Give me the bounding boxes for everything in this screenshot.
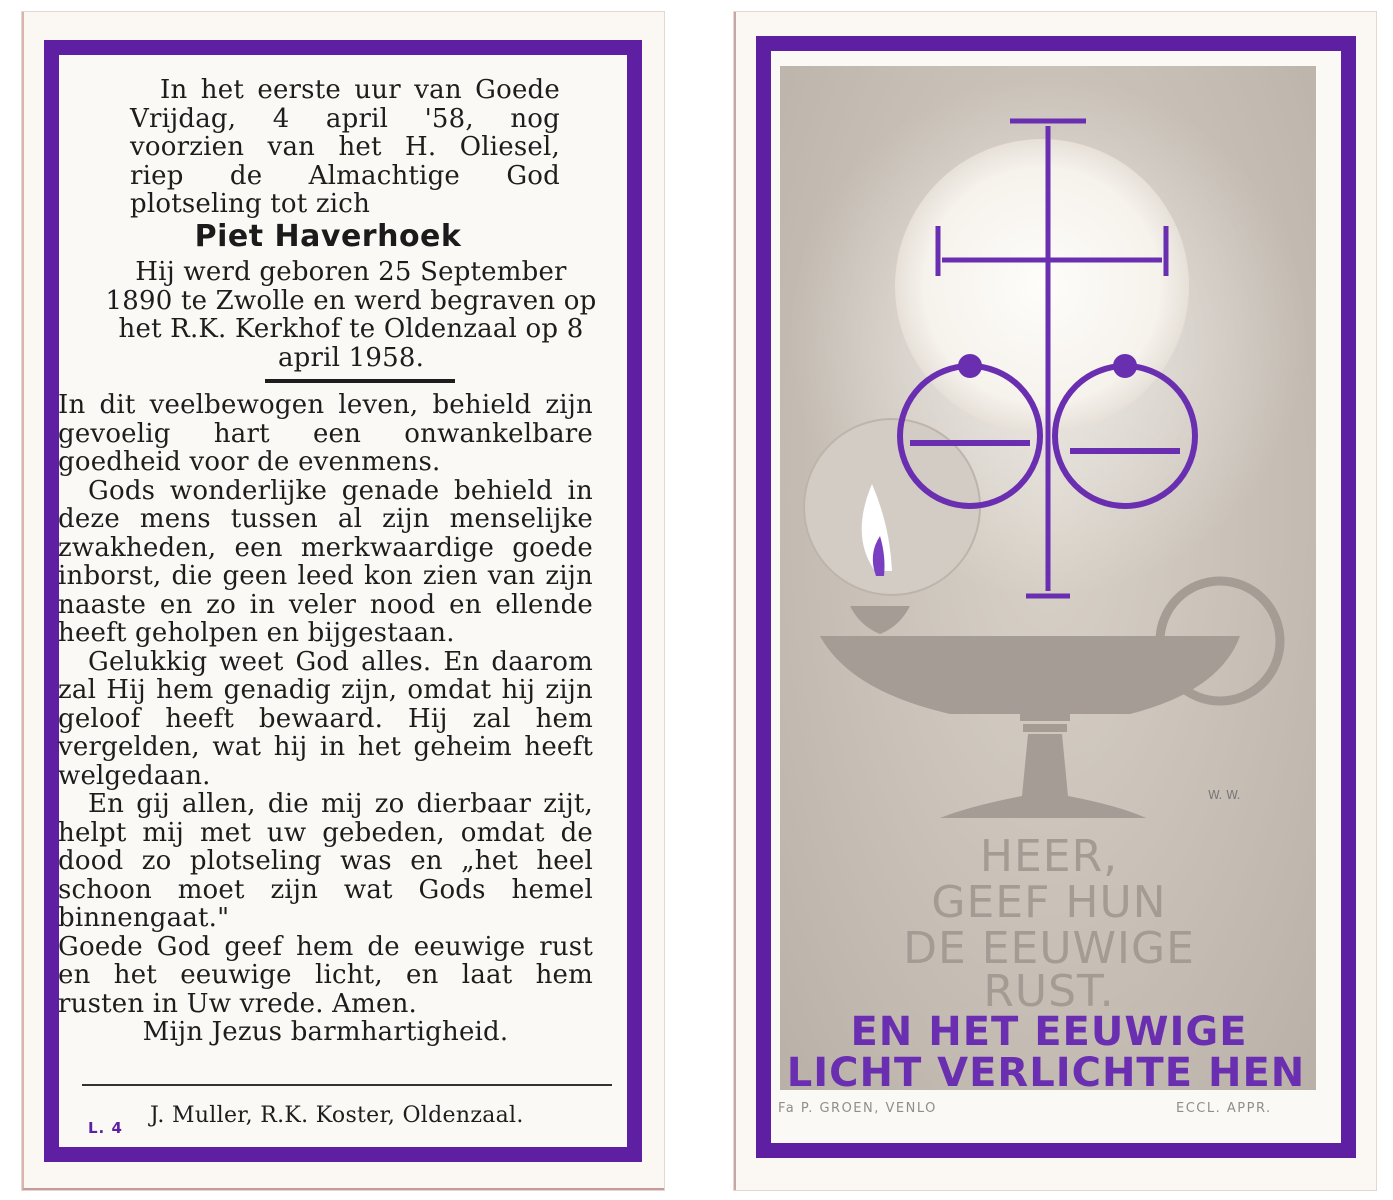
verse-line-1: HEER, bbox=[979, 831, 1119, 882]
host-circle bbox=[895, 139, 1189, 433]
approval-footer: ECCL. APPR. bbox=[1176, 1101, 1272, 1116]
paragraph-6: Mijn Jezus barmhartigheid. bbox=[142, 1017, 509, 1047]
short-divider bbox=[265, 379, 455, 383]
paragraph-1: In dit veelbewogen leven, behield zijn gevoelig hart een onwankelbare goedheid voor de evenmens. bbox=[58, 390, 593, 477]
intro-text: In het eerste uur van Goede Vrijdag, 4 april '58, nog voorzien van het H. Oliesel, riep de Almachtige God plotseling tot zich bbox=[130, 75, 560, 219]
printer-footer: Fa P. GROEN, VENLO bbox=[778, 1101, 937, 1116]
verse-line-2: GEEF HUN bbox=[931, 877, 1167, 928]
paragraph-4: En gij allen, die mij zo dierbaar zijt, helpt mij met uw gebeden, omdat de dood zo plotseling was en „het heel schoon moet zijn wat Gods hemel binnengaat." bbox=[58, 789, 593, 933]
printer-credit: J. Muller, R.K. Koster, Oldenzaal. bbox=[150, 1103, 524, 1128]
paragraph-3: Gelukkig weet God alles. En daarom zal Hij hem genadig zijn, omdat hij zijn geloof heeft bewaard. Hij zal hem vergelden, wat hij in het geheim heeft welgedaan. bbox=[58, 646, 593, 791]
verse-line-6: LICHT VERLICHTE HEN bbox=[786, 1050, 1306, 1096]
long-divider bbox=[82, 1084, 612, 1086]
artist-monogram: W. W. bbox=[1208, 788, 1241, 802]
verse-line-4: RUST. bbox=[983, 966, 1115, 1017]
oil-lamp-bowl bbox=[820, 636, 1240, 714]
paragraph-5: Goede God geef hem de eeuwige rust en het eeuwige licht, en laat hem rusten in Uw vrede. Amen. bbox=[58, 931, 593, 1019]
verse-line-5: EN HET EEUWIGE bbox=[850, 1009, 1248, 1055]
verse-line-3: DE EEUWIGE bbox=[903, 923, 1195, 974]
deceased-name: Piet Haverhoek bbox=[194, 219, 462, 254]
paragraph-2: Gods wonderlijke genade behield in deze mens tussen al zijn menselijke zwakheden, een merkwaardige goede inborst, die geen leed kon zien van zijn naaste en zo in veler nood en ellende heeft geholpen en bijgestaan. bbox=[58, 475, 593, 648]
lamp-foot bbox=[940, 734, 1146, 818]
body-text bbox=[58, 391, 593, 1047]
card-code: L. 4 bbox=[88, 1119, 123, 1137]
birth-text: Hij werd geboren 25 September 1890 te Zwolle en werd begraven op het R.K. Kerkhof te Oldenzaal op 8 april 1958. bbox=[105, 257, 597, 373]
